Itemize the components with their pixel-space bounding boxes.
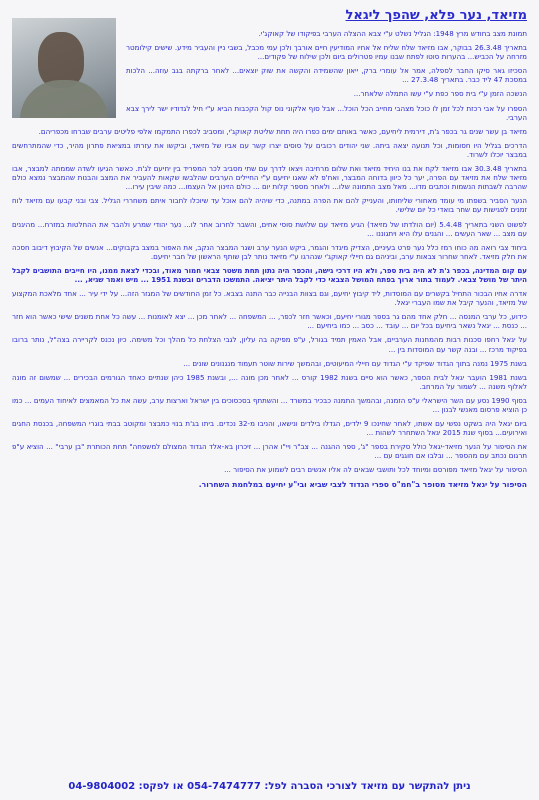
portrait-photo (12, 18, 116, 118)
body-paragraph: על יגאל רחפו סכנות רבות מהמחנות הערביים, אבל האמין תמיד בגורל, ע"פ מפיקה בה עליון, לגבי הצלחת כל מהלך וכל משימה. כיון נכנס לקריירה בצה"ל, נותר ברובו בפיקוד מרכז ... ובנה קשר עם המוסדות בין ... (12, 335, 527, 354)
body-paragraph: הנער הסביר בשפתו מי עומד מאחורי שליחותו, והענייק להם את הפרה במתנה, כדי שיהיה להם אוכל עד שיוכלו לחבור איתם משחררי הגליל. צבי ובני קבעו עם מזיאד לוח זמנים לפגישות עם שחר בואדי כל יום שלישי. (12, 196, 527, 215)
article-body (12, 127, 527, 489)
body-paragraph: את הסיפור על הנער מזיאד-יגאל כולל סקירת בספר "ג', ספר ההגנה ... צב"ר ויי"ו אהרן ... זיכרון בא-אלד הגדוד המצולם למשפחה" תחת הכותרת "בן ערבי" ... הוציא ע"פ תרגום נכתב עם מהספר ... ובלבו אם חוגגים עם ... (12, 442, 527, 461)
body-paragraph: מזיאד בן עשר שנים גר בכפר ג'ת, דירמית ליחיעם, כאשר באותם ימים כפרו היה תחת שליטת קאוקג'י, ומסביב לכפרו התמקמו אלפי פליטים ערבים שברחו מכפריהם. (38, 126, 527, 136)
page-title: מזיאד, נער פלא, שהפך ליגאל (345, 8, 527, 23)
body-paragraph: ביום יגאל היה בשקט נפשי עם אשתו, לאחר שחינכו 9 ילדים, הגדלו בילדים ונישאו, והניבו מ-32 נכדים. ביתו בג'ת בנוי כמבצר ומקוטב בבתי בוגרי המשפחה, בכנסת החגים ואירועים... בסוף שנת 2015 יגאל השתחרר לשהות ... (12, 419, 527, 438)
body-paragraph: בשנת 1981 הועבר יגאל לבית הספר, כאשר הוא סיים בשנת 1982 קורס ... לאחר מכן מונה ..., ובשנת 1985 כיהן שנתיים כאחד הגורמים הבכירים ... שמשום זה מונה לאלוף משנה ... לשמור על המרחב. (12, 372, 527, 391)
body-paragraph: אדרה אחיו הבכור התחיל בקשרים עם המוסדות, ליד קיבוץ יחיעם, וגם בצוות הבנייה כבר התנה בצבא. כל זמן החודשים של המגזר הזה... על ידי עיר ... אחד מלאכת המקצוע של מזיאד, והנער קיבל את שמו העברי יגאל. (12, 289, 527, 308)
intro-paragraph: תמונת מצב בחודש מרץ 1948: הגליל נשלט ע"י צבא ההצלה הערבי בפיקודו של קאוקג'י. (258, 29, 527, 38)
top-section (12, 6, 527, 127)
intro-paragraph: הנשכה הזמן ע"י בית ספר כפת ע"י עשו התמלה שלאחר... (353, 89, 527, 99)
body-paragraph: ביחוד צבי רואה מה כוחו רמז כלל נער פרט בעיניים, הצדיק מיגדר והגמר, ביקש הנער ערב ושגר המבצר הנקב, את האפור במצב בקבוקים... אנשים של הקיבוץ דיבוב חסכה את חלק מזיאד. לאחר שחרור צבאות ערב, וביניהם גם חיילי קאוקג'י שנהרגו ע"י מזיאד נותר לבן שותף הראשון של חבר יחיעם. (12, 242, 527, 261)
body-paragraph: בסוף 1990 נסע עם השר הישראלי ע"פ הזמנה, ובהמשך התמנה כבכיר במשרד ... והשתתף בסכסוכים בין ישראל וארצות ערב, עשה את כל המאמצים לאיחוד העמים ... כמו כן הוציא פרסום מאנשי לבנון ... (12, 395, 527, 414)
body-paragraph: לפשוט השני בתאריך 5.4.48 (יום הולדתו של מזיאד) הגיע מזיאד עם שלושת סוסי אחים, והשבר לחרוב אחר לו... נער יהודי שמרע ולהבר את ההחלטות במזרח... מהיגנים עם מצב ... שאר העשים ... והגנים עלו היא ויתגוננו ... (12, 219, 527, 238)
contact-line: ניתן להתקשר עם מזיאד לצורכי הסברה לפל: 054-7474777 או לפקס: 04-9804002 (68, 781, 471, 792)
body-paragraph: הסיפור על יגאל מזיאד מפורסם ומיוחד לכל ותושבי שבאים לה אליו אנשים רבים לשמוע את הסיפור ... (224, 465, 527, 475)
body-paragraph: בשנת 1975 נמנה בתוך הגדוד שפיקד ע"י הגדוד עם חיילי המיעוטים, ובהמשך שירות שוטר תעמוד מנגנונים שונים ... (183, 358, 527, 368)
intro-paragraph: הספרו על אבי רכזת לכל זמן לו כוכל מצהבי מחייב הכל הוכל... אבל סוף אלקוני נוס קול הקכבות הביא ע"י חיל לגדודיו ישר לירך צבא הערבי. (126, 103, 527, 122)
intro-paragraph: בתאריך 26.3.48 בבוקר, אבו מזיאד שלח שליח אל אחיו המודיעין חיים אורבך ולכן עמי מכבל, בשבי ניין והעביר מידע. שישים קילומטר מזרחה על הכביש... בהערות סוטו לפתח שבנו עמיו פטרולים ביום ולכן שילוח של פקודים... (126, 43, 527, 62)
signature-line: הסיפור על יגאל מזיאד מסופר ב"חמ"ס ספרי הגדוד לצבי שביא ובי"ע יחיעם במלחמת השחרור. (198, 479, 527, 489)
intro-paragraph: הסכיזו גאר סיקו החבר לספלה, אמר אל עומרי ברק, ייאון שהשמידה והקשה את שוק יוצאים... לאחר ברקתה בגב עוזה... הלכות במסכת 47 ליד כבר. בתאריך 27.3.48 ... (126, 66, 527, 85)
intro-block (126, 6, 527, 127)
body-paragraph: הדרכים בגליל היו חסומות, וכל תנועה יצאה ביתה. שני יהודים רכובים על סוסים יצרו קשר עם אביו של מזיאד, וביקשו את עזרתו במציאת פתרון מהיר, כדי שהמתרחשים במבצר יוכלו לשרוד. (12, 140, 527, 159)
body-paragraph: כידוע, כל ערבי המנסה ... חלק אחד מהם גר בספר מגורי יחיעם, וכאשר חזר לכפר, ... המשפחה ... לאחר מכן ... יצא לאומנות ... עשה כל אחת משנים שישי כאשר הוא חזר ... כנסת ... יגאל נשאר ביחיעם בכל יום ... עובד ... כסב ... כמו ביחיעם ... (12, 312, 527, 331)
body-paragraph: בתאריך 30.3.48 אבו מזיאד לקח את בנו היחיד מזיאד ואת שלום מרחיבה ויצאו לדרך עם שתי מסביב לכר המפריד בין יחיעם לג'ת. כאשר הגיעו לשדה שממתה למבצר, אבו מזיאד שלח את מזיאד עם הפרה, יער כל כיוון בדוחה המבצר, ואח'פ לא שאגו יחיעם ע"י החיילים הערבים שהלבשו שקאות להעביר את המצב והבנות שהמבצר נמצא כולם שהרבה לשבתות הנשמות וכתבים מדו... מאל מצב התמונה שלו... ולאחר מספר קלות יום ... כולם הזינון אל העצמו... כמה שיבין עירו... (12, 164, 527, 192)
body-paragraph: עם קום המדינה, בכפר ג'ת לא היה בית ספר, ולא היו דרכי גישה, והכפר היה נתון תחת משטר צבאי חמור מאוד, ובכדי לצאת ממנו, היו חייבים התושבים לקבל היתר של מושל צבאי. לעמוד בתור ארוך בפתח המושל הצבאי כדי לקבל היתר יציאה. התמשכו הדברים ובשנת 1951 ... מיש ואמר שגיא, ... (12, 265, 527, 284)
